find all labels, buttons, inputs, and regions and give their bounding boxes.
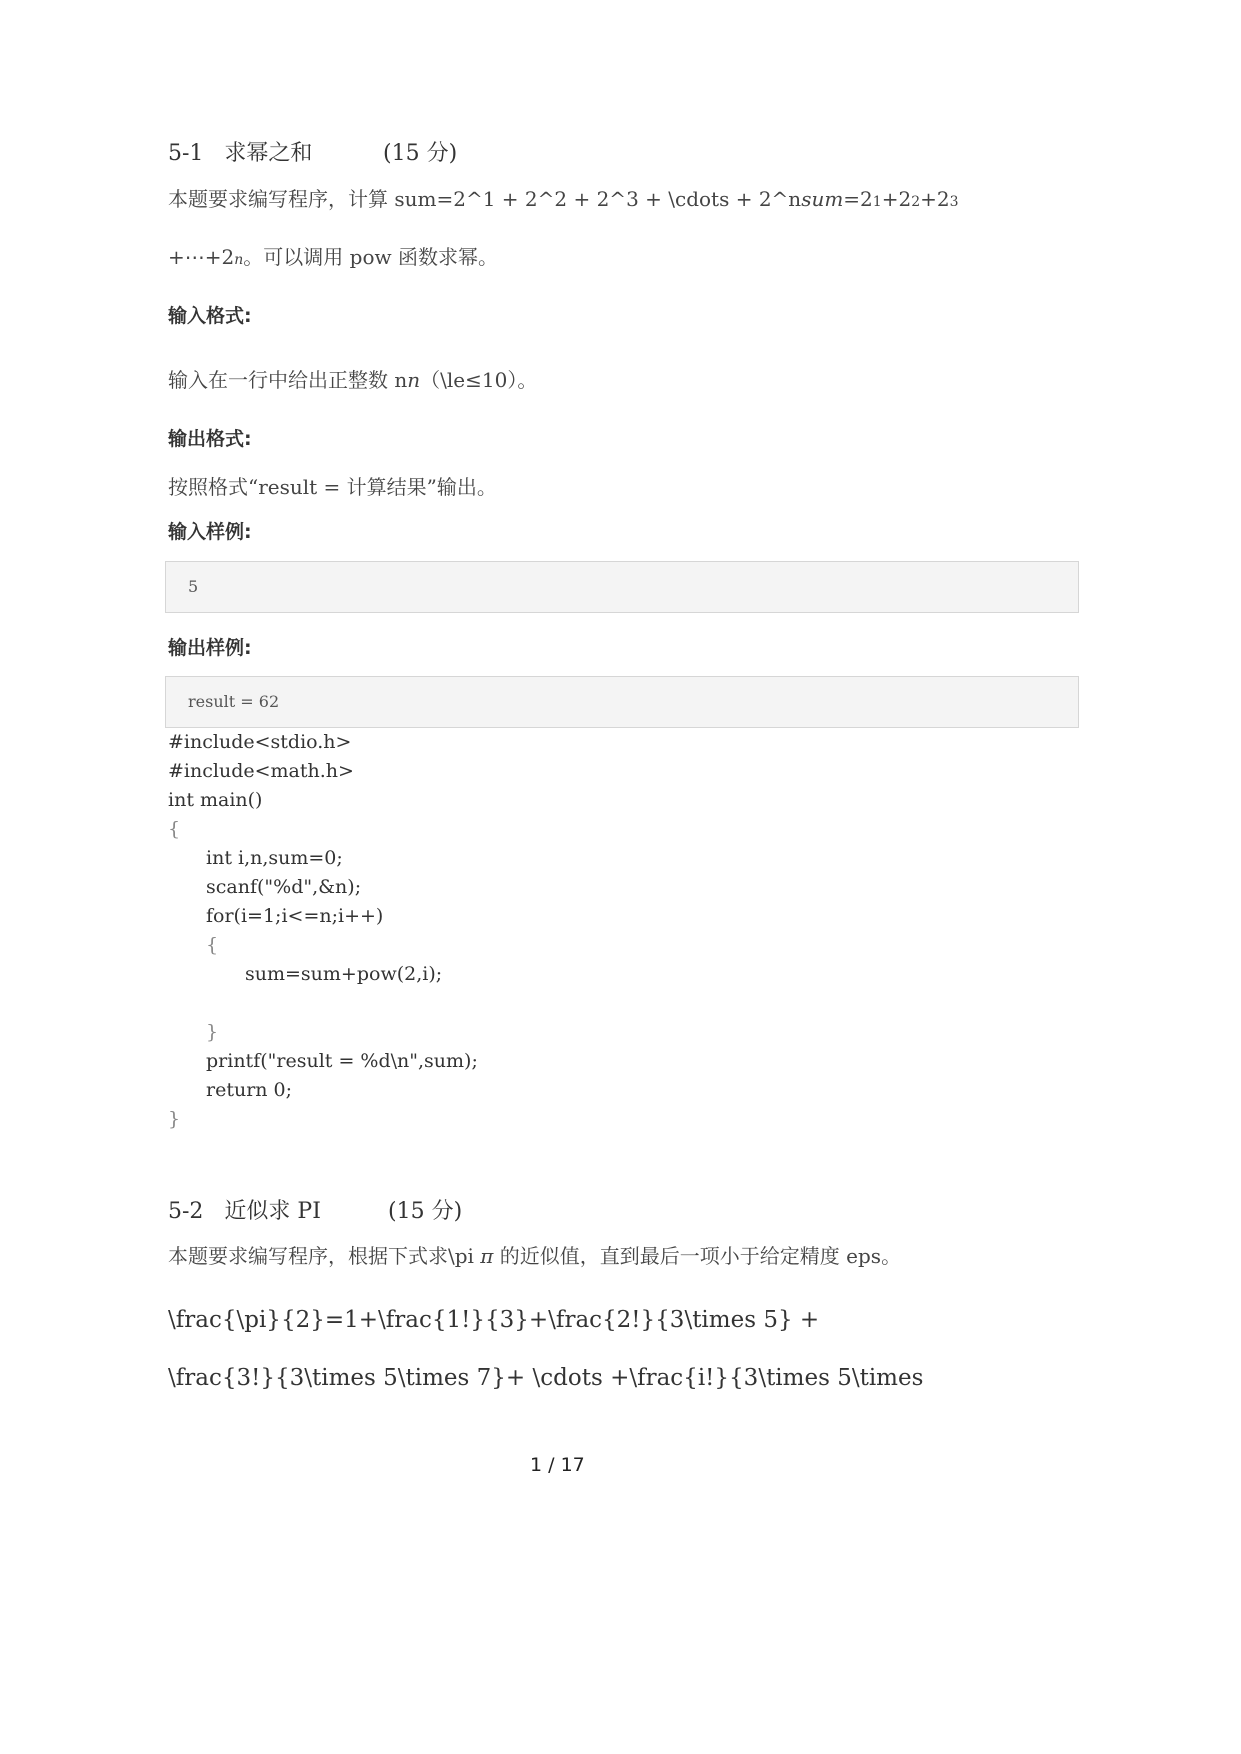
output-sample-label: 输出样例: (168, 637, 252, 659)
problem1-description-line2 (168, 241, 498, 270)
desc-math-sub2: 2 (911, 194, 921, 210)
desc2-n: n (234, 252, 244, 268)
code-line-9: sum=sum+pow(2,i); (245, 963, 443, 985)
desc-math-plus2: +2 (920, 187, 950, 211)
input-format-n: n (407, 368, 421, 392)
input-format-c: （\le≤10）。 (420, 368, 538, 392)
code-line-7: for(i=1;i<=n;i++) (206, 905, 384, 927)
desc-text: 本题要求编写程序，计算 sum=2^1 + 2^2 + 2^3 + \cdots + 2^n (168, 187, 802, 211)
input-format-text (168, 364, 537, 393)
problem2-desc-b: 的近似值，直到最后一项小于给定精度 eps。 (493, 1244, 902, 1268)
desc-math-sub3: 3 (949, 194, 959, 210)
code-line-2: #include<math.h> (168, 760, 354, 782)
desc-math-eq: =2 (843, 187, 873, 211)
problem2-description (168, 1240, 901, 1269)
desc2-c: 。可以调用 pow 函数求幂。 (243, 245, 498, 269)
problem2-title: 5-2 近似求 PI (168, 1199, 321, 1224)
formula-line-2: \frac{3!}{3\times 5\times 7}+ \cdots +\frac{i!}{3\times 5\times (168, 1365, 924, 1391)
code-line-6: scanf("%d",&n); (206, 876, 362, 898)
output-sample-box (165, 676, 1079, 728)
desc2-a: +⋯+2 (168, 245, 235, 269)
desc-math-sum: sum (801, 187, 844, 211)
problem1-description-line1 (168, 183, 959, 212)
page-number: 1 / 17 (530, 1454, 585, 1476)
output-format-label: 输出格式: (168, 428, 252, 450)
code-line-3: int main() (168, 789, 263, 811)
desc-math-sub1: 1 (872, 194, 882, 210)
formula-line-1: \frac{\pi}{2}=1+\frac{1!}{3}+\frac{2!}{3\times 5} + (168, 1307, 820, 1333)
problem1-title: 5-1 求幂之和 (168, 141, 313, 166)
input-format-label: 输入格式: (168, 305, 252, 327)
input-sample-value: 5 (188, 577, 199, 596)
code-line-10: } (206, 1021, 219, 1043)
output-sample-value: result = 62 (188, 692, 280, 711)
input-sample-label: 输入样例: (168, 521, 252, 543)
code-line-1: #include<stdio.h> (168, 731, 352, 753)
code-line-13: } (168, 1108, 181, 1130)
code-line-12: return 0; (206, 1079, 293, 1101)
code-line-8: { (206, 934, 219, 956)
desc-math-plus1: +2 (881, 187, 912, 211)
code-line-11: printf("result = %d\n",sum); (206, 1050, 478, 1072)
input-format-a: 输入在一行中给出正整数 n (168, 368, 408, 392)
pi-symbol: π (480, 1244, 494, 1268)
code-line-5: int i,n,sum=0; (206, 847, 343, 869)
output-format-text: 按照格式“result = 计算结果”输出。 (168, 475, 497, 499)
problem2-desc-a: 本题要求编写程序，根据下式求\pi (168, 1244, 481, 1268)
code-line-4: { (168, 818, 181, 840)
problem2-score: (15 分) (388, 1199, 463, 1224)
input-sample-box (165, 561, 1079, 613)
problem1-score: (15 分) (383, 141, 458, 166)
